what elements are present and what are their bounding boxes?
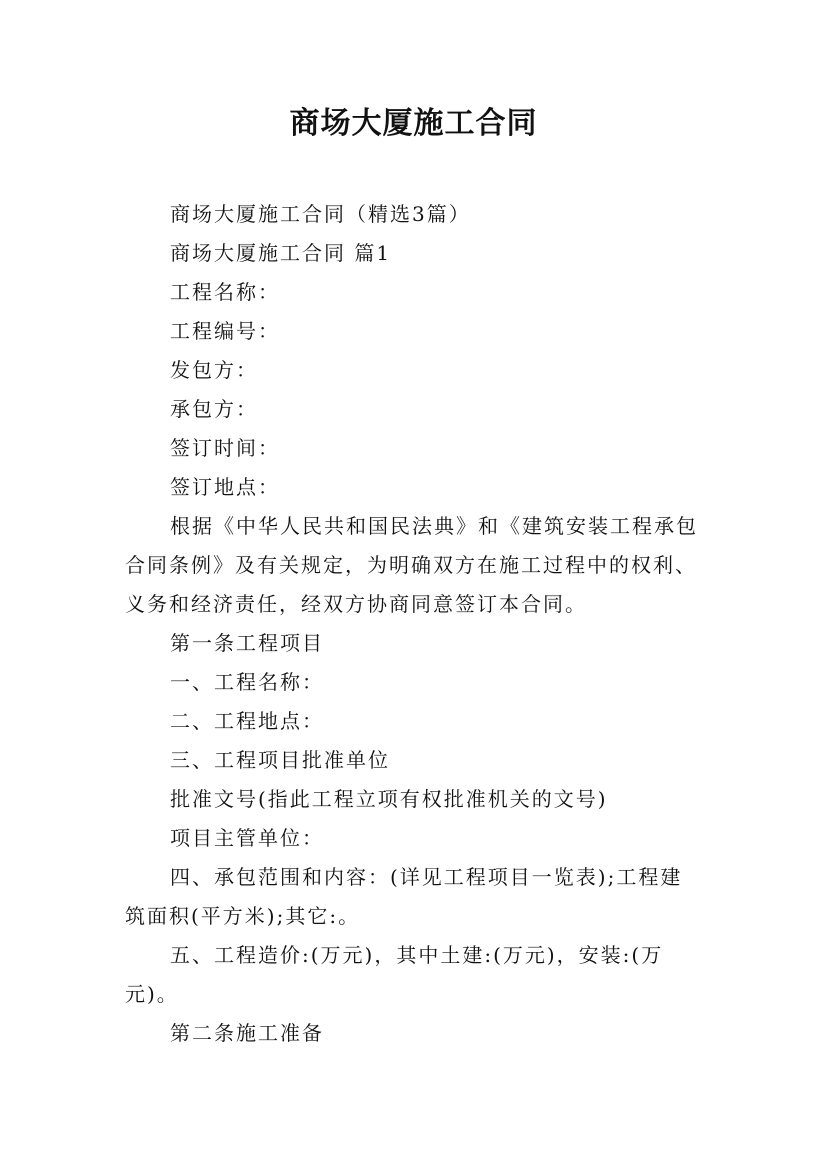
- paragraph-line: 元)。: [125, 982, 179, 1006]
- paragraph-line: 根据《中华人民共和国民法典》和《建筑安装工程承包: [170, 514, 698, 538]
- paragraph-line: 义务和经济责任，经双方协商同意签订本合同。: [125, 592, 587, 616]
- list-item: 一、工程名称：: [170, 670, 324, 694]
- article-heading: 第一条工程项目: [170, 631, 324, 655]
- subtitle-line: 商场大厦施工合同（精选3篇）: [170, 202, 471, 226]
- article-heading: 第二条施工准备: [170, 1021, 324, 1045]
- field-signing-place: 签订地点：: [170, 475, 280, 499]
- list-item: 二、工程地点：: [170, 709, 324, 733]
- field-project-number: 工程编号：: [170, 319, 280, 343]
- field-contractor: 承包方：: [170, 397, 258, 421]
- list-item: 三、工程项目批准单位: [170, 748, 390, 772]
- document-title: 商场大厦施工合同: [289, 106, 538, 141]
- list-item: 四、承包范围和内容：(详见工程项目一览表);工程建: [170, 865, 683, 889]
- paragraph-line: 合同条例》及有关规定，为明确双方在施工过程中的权利、: [125, 553, 697, 577]
- paragraph-line: 批准文号(指此工程立项有权批准机关的文号): [170, 787, 608, 811]
- field-employer: 发包方：: [170, 358, 258, 382]
- paragraph-line: 筑面积(平方米);其它:。: [125, 904, 361, 928]
- paragraph-line: 项目主管单位：: [170, 826, 324, 850]
- field-project-name: 工程名称：: [170, 280, 280, 304]
- list-item: 五、工程造价:(万元)，其中土建:(万元)，安装:(万: [170, 943, 664, 967]
- field-signing-time: 签订时间：: [170, 436, 280, 460]
- section-heading: 商场大厦施工合同 篇1: [170, 241, 392, 265]
